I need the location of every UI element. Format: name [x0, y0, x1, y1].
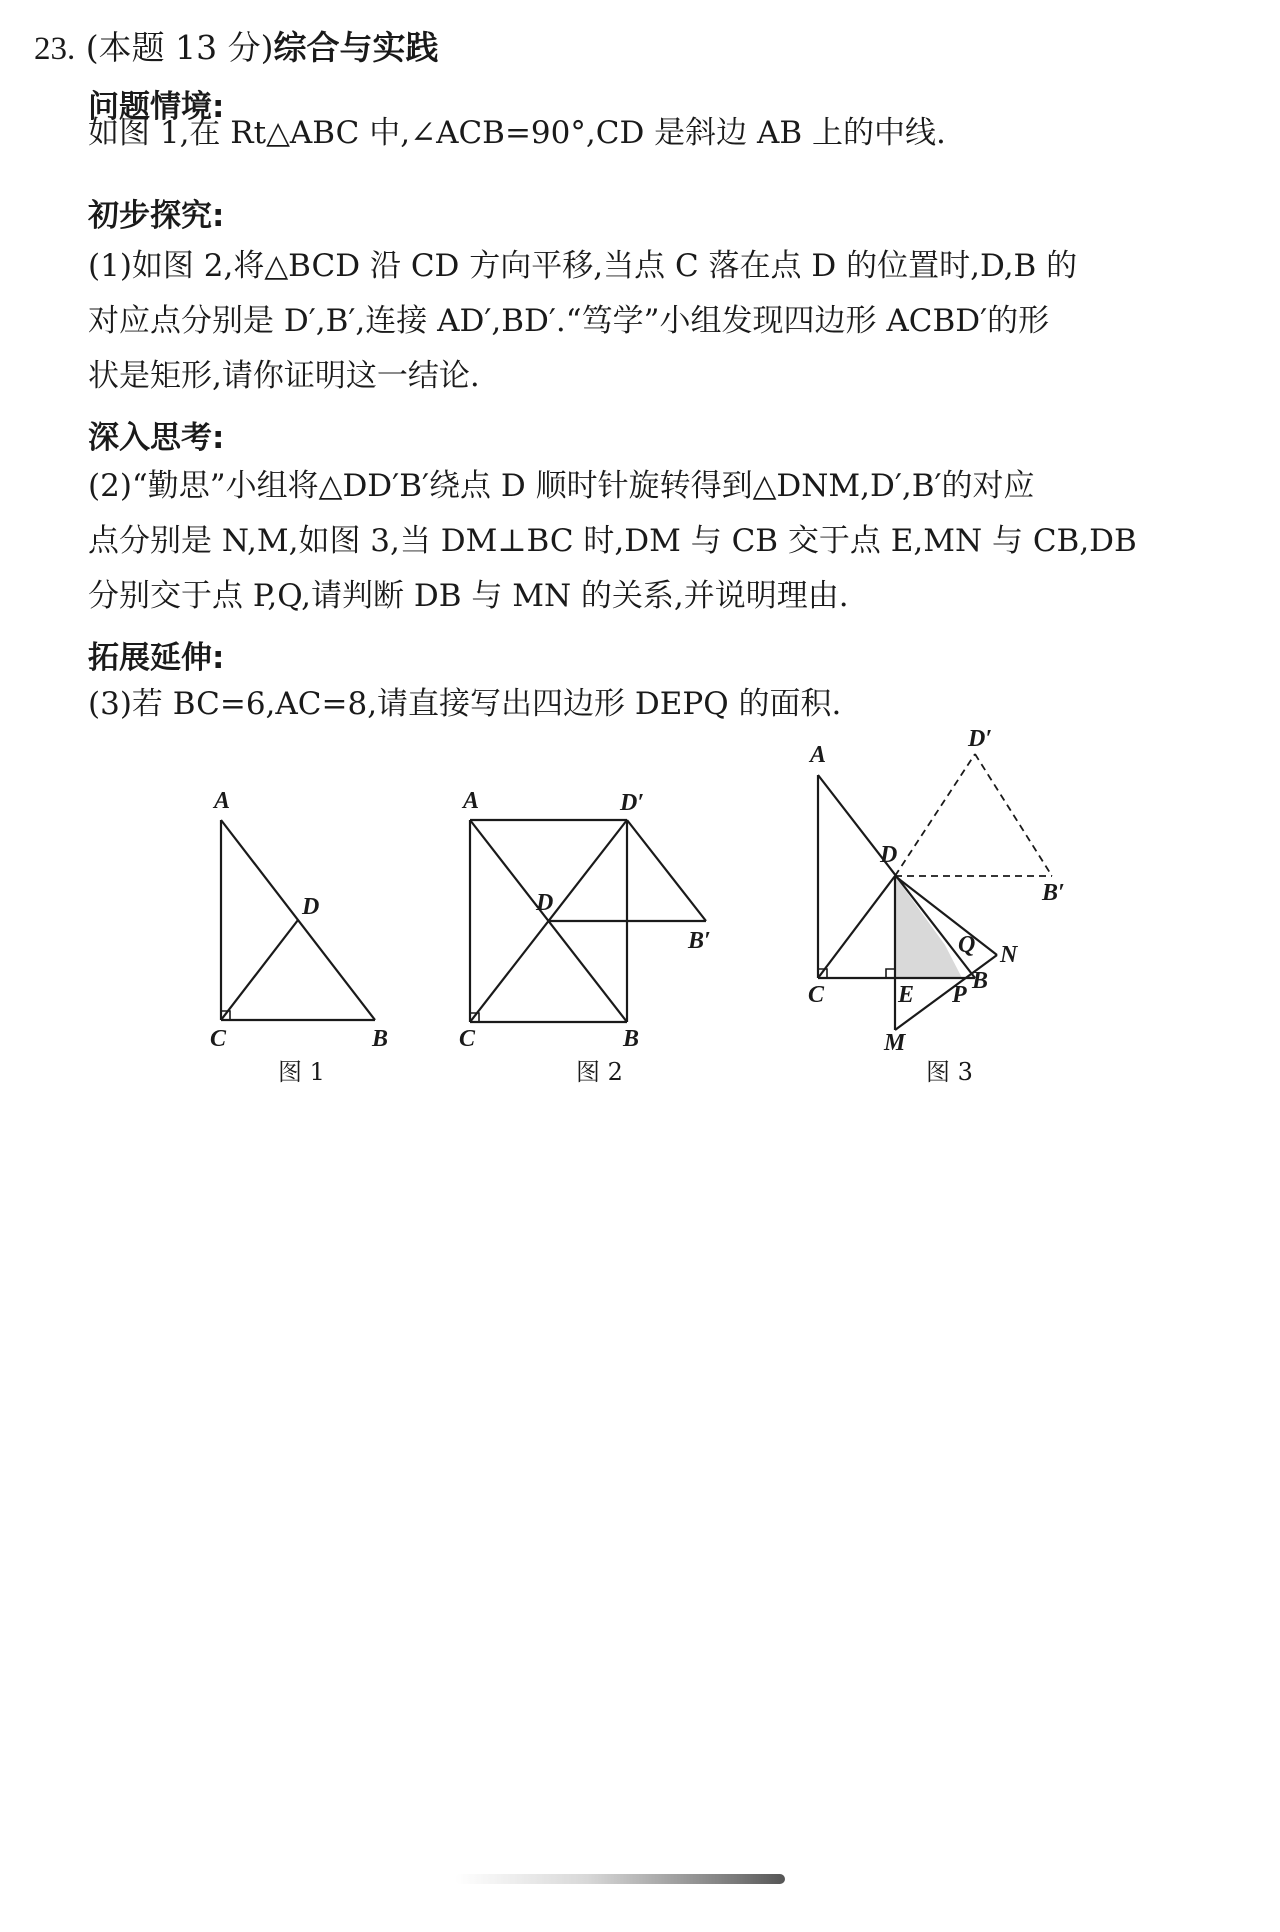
dashed-segment-DpBp — [975, 754, 1052, 876]
question-topic: 综合与实践 — [273, 28, 439, 67]
label-Q: Q — [958, 932, 976, 958]
figure-2-caption: 图 2 — [576, 1058, 623, 1086]
segment-DpBp — [627, 820, 706, 921]
label-A: A — [810, 742, 827, 768]
label-A: A — [214, 788, 231, 814]
figure-1-caption: 图 1 — [278, 1058, 325, 1086]
label-C: C — [808, 982, 825, 1008]
scroll-indicator[interactable] — [455, 1874, 785, 1884]
figure-1 — [200, 780, 400, 1060]
dashed-segment-DDp — [895, 754, 975, 876]
heading-extend: 拓展延伸: — [88, 640, 225, 676]
text-line: (2)“勤思”小组将△DD′B′绕点 D 顺时针旋转得到△DNM,D′,B′的对应 — [88, 468, 1035, 504]
label-Bp: B′ — [1042, 880, 1065, 906]
question-number: 23. — [34, 31, 76, 67]
heading-explore: 初步探究: — [88, 198, 225, 234]
heading-deep: 深入思考: — [88, 420, 225, 456]
label-A: A — [463, 788, 480, 814]
text-line: 状是矩形,请你证明这一结论. — [88, 358, 480, 394]
label-Bp: B′ — [688, 928, 711, 954]
label-C: C — [210, 1026, 227, 1052]
figure-2 — [455, 780, 735, 1060]
text-line: (1)如图 2,将△BCD 沿 CD 方向平移,当点 C 落在点 D 的位置时,D,B 的 — [88, 248, 1078, 284]
paragraph-deep — [88, 459, 1218, 624]
figure-3 — [795, 728, 1095, 1058]
figure-3-caption: 图 3 — [926, 1058, 973, 1086]
label-D: D — [880, 842, 898, 868]
label-C: C — [459, 1026, 476, 1052]
text-line: 点分别是 N,M,如图 3,当 DM⊥BC 时,DM 与 CB 交于点 E,MN 与 CB,DB — [88, 523, 1137, 559]
heading-situation: 问题情境: — [88, 89, 225, 125]
label-E: E — [898, 982, 915, 1008]
shaded-quadrilateral-DEPQ — [895, 876, 962, 978]
text-line: 如图 1,在 Rt△ABC 中,∠ACB=90°,CD 是斜边 AB 上的中线. — [88, 115, 946, 151]
text-line: (3)若 BC=6,AC=8,请直接写出四边形 DEPQ 的面积. — [88, 686, 842, 722]
label-N: N — [1000, 942, 1018, 968]
text-line: 对应点分别是 D′,B′,连接 AD′,BD′.“笃学”小组发现四边形 ACBD′的形 — [88, 303, 1050, 339]
text-line: 分别交于点 P,Q,请判断 DB 与 MN 的关系,并说明理由. — [88, 578, 849, 614]
question-header — [34, 28, 438, 69]
right-angle-mark-E — [886, 969, 895, 978]
label-Dp: D′ — [968, 728, 993, 752]
label-B: B — [623, 1026, 640, 1052]
label-D: D — [536, 890, 554, 916]
label-D: D — [302, 894, 320, 920]
paragraph-extend — [88, 677, 1218, 732]
paragraph-explore — [88, 239, 1218, 404]
label-M: M — [884, 1030, 906, 1056]
label-P: P — [952, 982, 967, 1008]
segment-CD — [818, 876, 895, 978]
label-B: B — [372, 1026, 389, 1052]
label-B: B — [972, 968, 989, 994]
paragraph-situation — [88, 106, 1218, 161]
question-score: (本题 13 分) — [85, 28, 274, 67]
label-Dp: D′ — [620, 790, 645, 816]
segment-CD — [221, 920, 298, 1020]
